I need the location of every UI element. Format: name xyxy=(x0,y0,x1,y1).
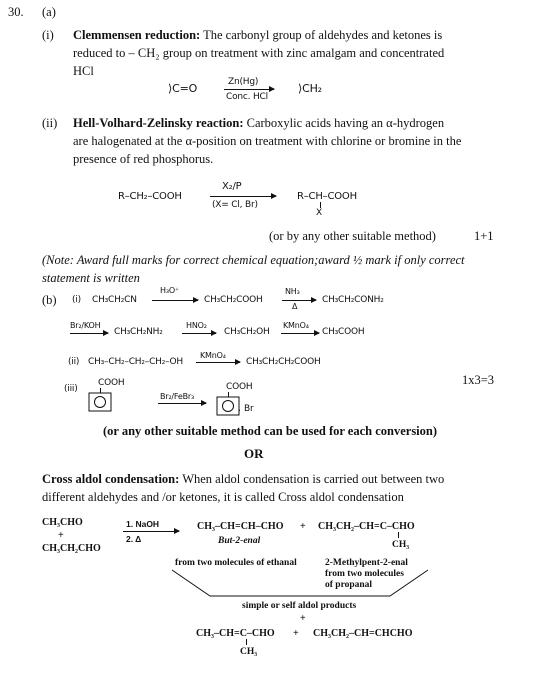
conv-ii-arrow-label: KMnO₄ xyxy=(200,351,226,360)
cross-aldol-text xyxy=(42,471,522,488)
clemmensen-product: ⟩CH₂ xyxy=(298,82,322,95)
conv-iii-product-group: COOH xyxy=(226,382,253,392)
conv-i-arrow3 xyxy=(70,333,108,334)
hvz-reagent-bottom: (X= Cl, Br) xyxy=(212,200,258,210)
conv-ii-arrow xyxy=(196,362,240,363)
marks-b: 1x3=3 xyxy=(462,373,495,387)
hvz-reactant: R–CH₂–COOH xyxy=(118,191,182,202)
conv-i-arrow4 xyxy=(182,333,216,334)
conv-iii-reactant-group: COOH xyxy=(98,378,125,388)
part-a-label: (a) xyxy=(42,5,56,19)
clemmensen-reagent-bottom: Conc. HCl xyxy=(226,92,268,102)
conv-i-arrow1 xyxy=(152,300,198,301)
self-aldol-brace xyxy=(170,566,432,600)
self-aldol-label: simple or self aldol products xyxy=(242,601,357,611)
aldol-reactant-1: CH₃CHO xyxy=(42,517,83,528)
aldol-label-2c: of propanal xyxy=(325,580,373,590)
hvz-title: Hell-Volhard-Zelinsky reaction: xyxy=(73,116,244,130)
conv-alt-method: (or any other suitable method can be used for each conversion) xyxy=(103,424,438,438)
conv-i-product1: CH₃CH₂COOH xyxy=(204,295,263,305)
aldol-plus-1: + xyxy=(58,530,64,541)
aldol-product-3: CH₃–CH=C–CHO xyxy=(196,628,275,639)
clemmensen-reagent-top: Zn(Hg) xyxy=(228,77,259,87)
conv-ii-reactant: CH₃–CH₂–CH₂–CH₂–OH xyxy=(88,357,183,367)
hvz-line-3: presence of red phosphorus. xyxy=(73,152,214,166)
clemmensen-line-3: HCl xyxy=(73,64,94,78)
aldol-product-2-sub: CH₃ xyxy=(392,540,410,550)
clemmensen-arrow xyxy=(224,89,274,90)
aldol-plus-4: + xyxy=(293,628,299,639)
conv-i-arrow3-label: Br₂/KOH xyxy=(70,321,101,330)
hvz-arrow xyxy=(210,196,276,197)
hvz-product-sub: X xyxy=(316,208,322,218)
clemmensen-line-2: reduced to – CH₂ group on treatment with zinc amalgam and concentrated xyxy=(73,46,445,60)
hvz-line-1: Carboxylic acids having an α-hydrogen xyxy=(246,116,445,130)
hvz-product: R–CH–COOH xyxy=(297,191,357,202)
conv-ii-num: (ii) xyxy=(68,357,80,367)
conv-iii-arrow xyxy=(158,403,206,404)
hvz-line-2: are halogenated at the α-position on treatment with chlorine or bromine in the xyxy=(73,134,462,148)
bromobenzoic-ring-icon xyxy=(216,396,240,416)
question-number: 30. xyxy=(8,5,24,19)
aldol-product-1: CH₃–CH=CH–CHO xyxy=(197,521,284,532)
aldol-label-2a: 2-Methylpent-2-enal xyxy=(325,558,408,568)
conv-iii-arrow-label: Br₂/FeBr₃ xyxy=(160,392,194,401)
conv-i-arrow5 xyxy=(281,333,319,334)
cross-aldol-title: Cross aldol condensation: xyxy=(42,472,180,486)
conv-i-reactant: CH₃CH₂CN xyxy=(92,295,137,305)
conv-i-product2: CH₃CH₂CONH₂ xyxy=(322,295,384,305)
conv-iii-product-sub: Br xyxy=(244,404,254,414)
part-b-label: (b) xyxy=(42,293,57,307)
conv-i-arrow2 xyxy=(282,300,316,301)
cross-aldol-line-1: When aldol condensation is carried out between two xyxy=(182,472,445,486)
clemmensen-text xyxy=(73,27,528,44)
hvz-alt-method: (or by any other suitable method) xyxy=(269,229,436,243)
conv-i-arrow1-label: H₃O⁺ xyxy=(160,286,179,295)
conv-i-arrow2-top: NH₃ xyxy=(285,287,300,296)
aldol-plus-3: + xyxy=(300,613,306,624)
clemmensen-title: Clemmensen reduction: xyxy=(73,28,201,42)
conv-i-num: (i) xyxy=(72,295,81,305)
conv-i-arrow2-bottom: Δ xyxy=(292,302,298,311)
aldol-product-1-name: But-2-enal xyxy=(218,536,261,546)
aldol-cond-1: 1. NaOH xyxy=(126,519,160,529)
clemmensen-num: (i) xyxy=(42,28,54,42)
clemmensen-line-1: The carbonyl group of aldehydes and ketones is xyxy=(203,28,443,42)
aldol-label-1: from two molecules of ethanal xyxy=(175,558,297,568)
aldol-plus-2: + xyxy=(300,521,306,532)
cross-aldol-line-2: different aldehydes and /or ketones, it is called Cross aldol condensation xyxy=(42,490,404,504)
conv-i-arrow4-label: HNO₂ xyxy=(186,321,207,330)
conv-i-product4: CH₃CH₂OH xyxy=(224,327,270,337)
or-label: OR xyxy=(244,446,264,461)
aldol-product-2: CH₃CH₂–CH=C–CHO xyxy=(318,521,415,532)
benzene-ring-icon xyxy=(88,392,112,412)
conv-ii-product: CH₃CH₂CH₂COOH xyxy=(246,357,321,367)
clemmensen-reactant: ⟩C=O xyxy=(168,82,198,95)
aldol-reactant-2: CH₃CH₂CHO xyxy=(42,543,101,554)
aldol-product-4: CH₃CH₂–CH=CHCHO xyxy=(313,628,413,639)
aldol-product-3-sub: CH₃ xyxy=(240,647,258,657)
conv-iii-num: (iii) xyxy=(64,384,78,394)
aldol-cond-2: 2. Δ xyxy=(126,534,142,544)
hvz-num: (ii) xyxy=(42,116,58,130)
marking-note: (Note: Award full marks for correct chemical equation;award ½ mark if only correct statement is written xyxy=(42,253,465,285)
conv-i-arrow5-label: KMnO₄ xyxy=(283,321,309,330)
aldol-label-2b: from two molecules xyxy=(325,569,404,579)
conv-i-product3: CH₃CH₂NH₂ xyxy=(114,327,163,337)
hvz-text xyxy=(73,115,528,132)
aldol-arrow xyxy=(123,531,179,532)
marks-a: 1+1 xyxy=(474,229,494,243)
conv-i-product5: CH₃COOH xyxy=(322,327,365,337)
hvz-reagent-top: X₂/P xyxy=(222,181,242,192)
